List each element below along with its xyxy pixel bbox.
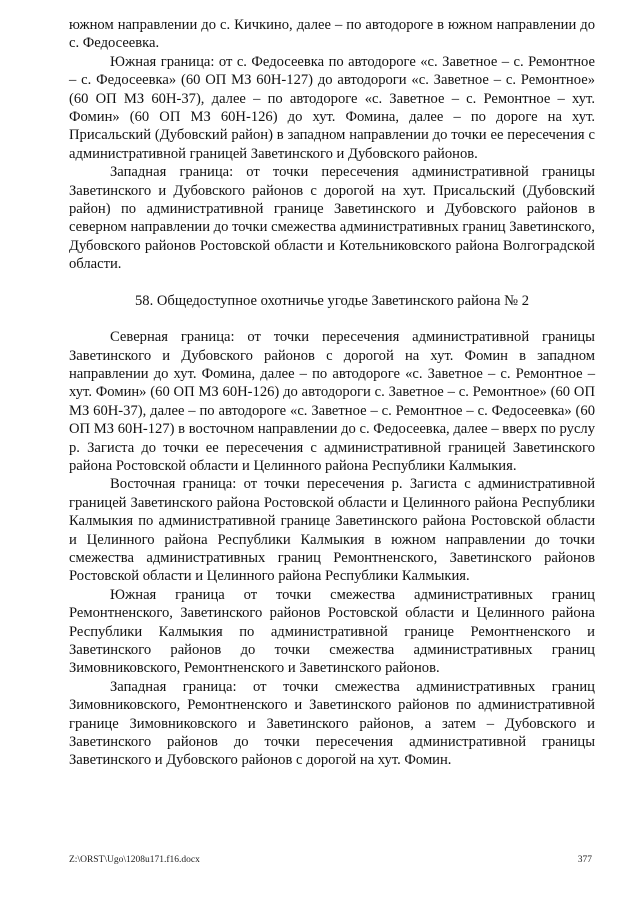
footer-page-number: 377 [577, 855, 592, 865]
document-body [69, 16, 595, 770]
section-heading: 58. Общедоступное охотничье угодье Заветинского района № 2 [135, 292, 529, 309]
paragraph-east-border-2: Восточная граница: от точки пересечения р. Загиста с административной границей Заветинского района Ростовской области и Целинного района Республики Калмыкия по административной границе Заветинского района Ростовской области и Целинного района Республики Калмыкия в южном направлении до точки смежества административных границ Ремонтненского, Заветинского районов Ростовской области и Целинного района Республики Калмыкия. [69, 476, 595, 585]
footer-file-path: Z:\ORST\Ugo\1208u171.f16.docx [69, 855, 200, 865]
paragraph-west-border-1: Западная граница: от точки пересечения административной границы Заветинского и Дубовского районов с дорогой на хут. Присальский (Дубовский район) по административной границе Заветинского и Дубовского районов в северном направлении до точки смежества административных границ Заветинского, Дубовского районов Ростовской области и Котельниковского района Волгоградской области. [69, 164, 595, 273]
paragraph-west-border-2: Западная граница: от точки смежества административных границ Зимовниковского, Ремонтненского и Заветинского районов по административной границе Зимовниковского и Заветинского районов, а затем – Дубовского и Заветинского районов до точки пересечения административной границы Заветинского и Дубовского районов с дорогой на хут. Фомин. [69, 678, 595, 769]
paragraph-south-border-1: Южная граница: от с. Федосеевка по автодороге «с. Заветное – с. Ремонтное – с. Федосеевка» (60 ОП МЗ 60Н-127) до автодороги «с. Заветное – с. Ремонтное» (60 ОП МЗ 60Н-37), далее – по автодороге «с. Заветное – с. Ремонтное – хут. Фомин» (60 ОП МЗ 60Н-126) до хут. Фомина, далее – по дороге на хут. Присальский (Дубовский район) в западном направлении до точки ее пересечения с административной границей Заветинского и Дубовского районов. [69, 53, 595, 162]
paragraph-continuation: южном направлении до с. Кичкино, далее – по автодороге в южном направлении до с. Федосеевка. [69, 17, 595, 52]
paragraph-south-border-2: Южная граница от точки смежества административных границ Ремонтненского, Заветинского районов Ростовской области и Целинного района Республики Калмыкия по административной границе Ремонтненского и Заветинского районов до точки смежества административных границ Зимовниковского, Ремонтненского и Заветинского районов. [69, 586, 595, 677]
paragraph-north-border-2: Северная граница: от точки пересечения административной границы Заветинского и Дубовского районов с дорогой на хут. Фомин в западном направлении до хут. Фомина, далее – по автодороге «с. Заветное – с. Ремонтное – хут. Фомин» (60 ОП МЗ 60Н-126) до автодороги с. Заветное – с. Ремонтное» (60 ОП МЗ 60Н-37), далее – по автодороге «с. Заветное – с. Ремонтное – с. Федосеевка» (60 ОП МЗ 60Н-127) в восточном направлении до с. Федосеевка, далее – вверх по руслу р. Загиста до точки ее пересечения с административной границей Заветинского района Ростовской области и Целинного района Республики Калмыкия. [69, 329, 595, 474]
